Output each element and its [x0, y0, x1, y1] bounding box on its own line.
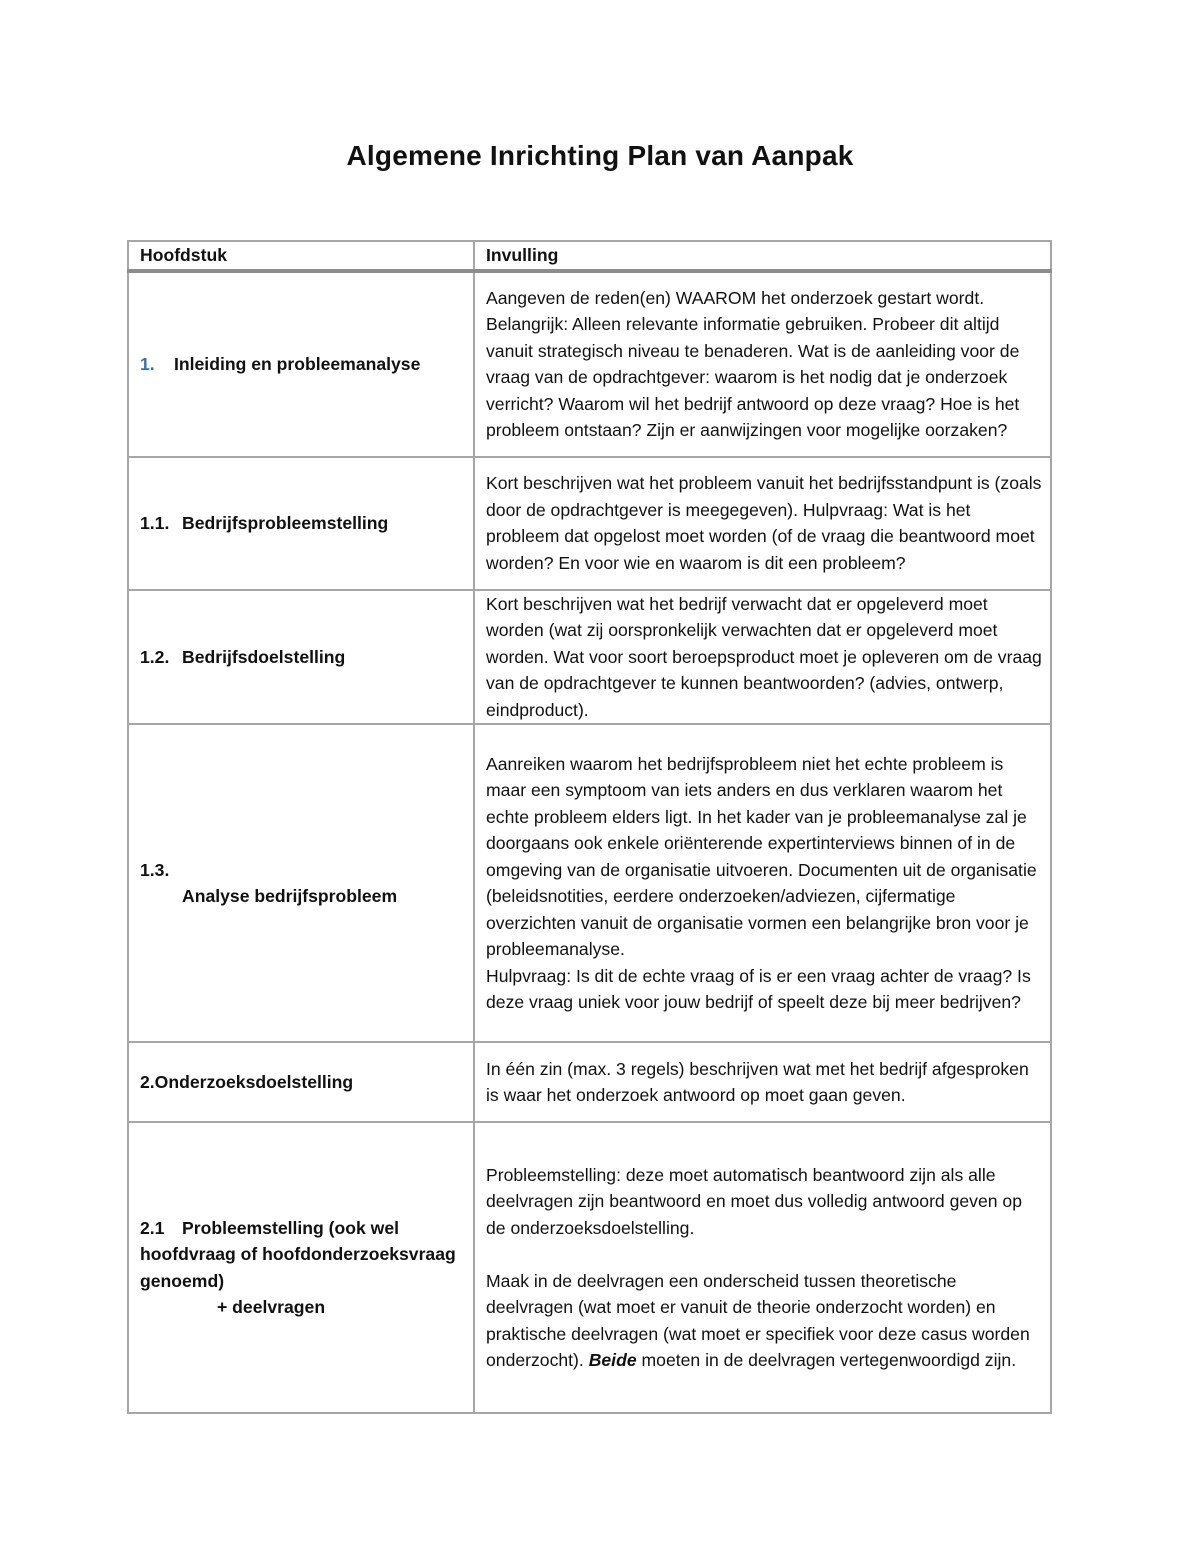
- content-cell: In één zin (max. 3 regels) beschrijven wat met het bedrijf afgesproken is waar het onderzoek antwoord op moet gaan geven.: [474, 1042, 1051, 1122]
- table-row: [128, 457, 1051, 590]
- content-paragraph: Aanreiken waarom het bedrijfsprobleem niet het echte probleem is maar een symptoom van iets anders en dus verklaren waarom het echte probleem elders ligt. In het kader van je probleemanalyse zal je doorgaans ook enkele oriënterende expertinterviews binnen of in de omgeving van de organisatie uitvoeren. Documenten uit de organisatie (beleidsnotities, eerdere onderzoeken/adviezen, cijfermatige overzichten vanuit de organisatie vormen een belangrijke bron voor je probleemanalyse.: [486, 753, 1037, 959]
- chapter-cell: [128, 1122, 474, 1413]
- chapter-label: Analyse bedrijfsprobleem: [182, 886, 398, 906]
- content-cell: Kort beschrijven wat het probleem vanuit het bedrijfsstandpunt is (zoals door de opdrachtgever is meegegeven). Hulpvraag: Wat is het probleem dat opgelost moet worden (of de vraag die beantwoord moet worden? En voor wie en waarom is dit een probleem?: [474, 457, 1051, 590]
- content-emphasis: Beide: [588, 1350, 637, 1370]
- chapter-cell: [128, 590, 474, 725]
- chapter-number: 1.1.: [140, 512, 170, 533]
- chapter-label-extra: + deelvragen: [217, 1297, 326, 1317]
- chapter-number: 2.1: [140, 1217, 165, 1238]
- chapter-cell: [128, 457, 474, 590]
- chapter-cell: [128, 724, 474, 1042]
- header-invulling: Invulling: [474, 241, 1051, 271]
- chapter-label: Bedrijfsprobleemstelling: [182, 512, 389, 533]
- content-text: moeten in de deelvragen vertegenwoordigd zijn.: [641, 1350, 1017, 1370]
- paragraph-spacer: [486, 1241, 1042, 1268]
- table-row: [128, 271, 1051, 457]
- chapter-label: Probleemstelling (ook wel hoofdvraag of hoofdonderzoeksvraag genoemd): [140, 1217, 456, 1291]
- content-paragraph: Hulpvraag: Is dit de echte vraag of is er een vraag achter de vraag? Is deze vraag uniek voor jouw bedrijf of speelt deze bij meer bedrijven?: [486, 965, 1031, 1012]
- content-text: Maak in de deelvragen een onderscheid tussen theoretische deelvragen (wat moet er vanuit de theorie onderzocht worden) en praktische deelvragen (wat moet er specifiek voor deze casus worden onderzocht).: [486, 1270, 1030, 1370]
- content-cell: [474, 724, 1051, 1042]
- table-row: [128, 1122, 1051, 1413]
- content-paragraph: Probleemstelling: deze moet automatisch beantwoord zijn als alle deelvragen zijn beantwoord en moet dus volledig antwoord geven op de onderzoeksdoelstelling.: [486, 1164, 1022, 1238]
- table-header-row: [128, 241, 1051, 271]
- chapter-label: Inleiding en probleemanalyse: [174, 353, 421, 374]
- table-row: [128, 590, 1051, 725]
- chapter-number: 1.3.: [140, 859, 170, 880]
- plan-table: [127, 240, 1052, 1414]
- content-cell: [474, 1122, 1051, 1413]
- content-cell: Kort beschrijven wat het bedrijf verwacht dat er opgeleverd moet worden (wat zij oorspronkelijk verwachten dat er opgeleverd moet worden. Wat voor soort beroepsproduct moet je opleveren om de vraag van de opdrachtgever te kunnen beantwoorden? (advies, ontwerp, eindproduct).: [474, 590, 1051, 725]
- page-title: Algemene Inrichting Plan van Aanpak: [346, 140, 854, 171]
- content-cell: Aangeven de reden(en) WAAROM het onderzoek gestart wordt. Belangrijk: Alleen relevante informatie gebruiken. Probeer dit altijd vanuit strategisch niveau te benaderen. Wat is de aanleiding voor de vraag van de opdrachtgever: waarom is het nodig dat je onderzoek verricht? Waarom wil het bedrijf antwoord op deze vraag? Hoe is het probleem ontstaan? Zijn er aanwijzingen voor mogelijke oorzaken?: [474, 271, 1051, 457]
- header-hoofdstuk: Hoofdstuk: [128, 241, 474, 271]
- table-row: [128, 1042, 1051, 1122]
- chapter-label: Bedrijfsdoelstelling: [182, 646, 346, 667]
- chapter-number: 1.: [140, 353, 155, 374]
- chapter-cell: [128, 271, 474, 457]
- content-paragraph: [486, 1268, 1042, 1374]
- table-row: [128, 724, 1051, 1042]
- chapter-number: 1.2.: [140, 646, 170, 667]
- chapter-cell: 2.Onderzoeksdoelstelling: [128, 1042, 474, 1122]
